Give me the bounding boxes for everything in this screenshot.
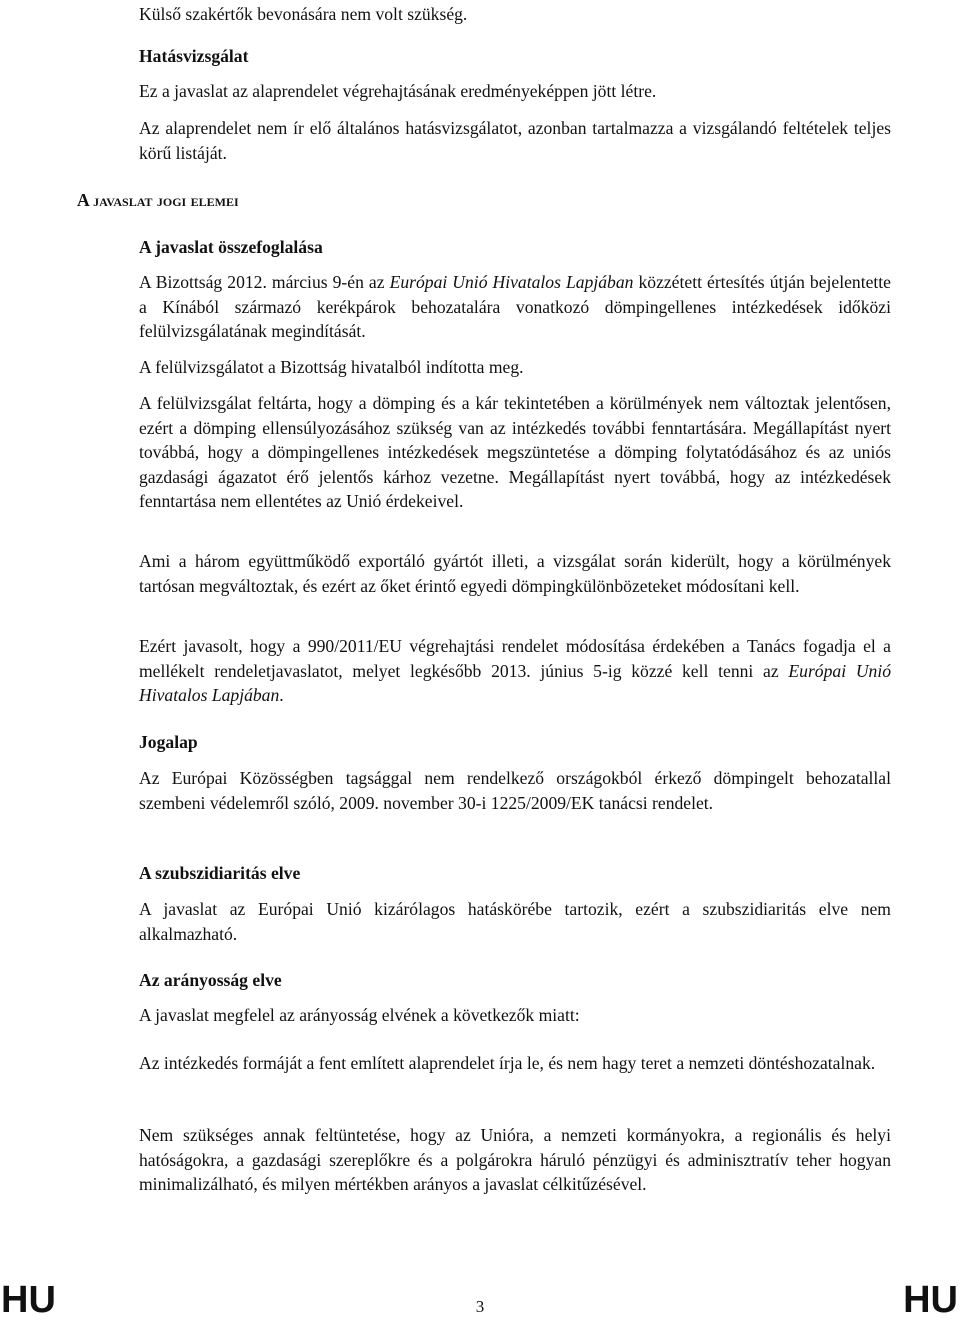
proportionality-text-3: Nem szükséges annak feltüntetése, hogy az Unióra, a nemzeti kormányokra, a regionális és helyi hatóságokra, a gazdasági szereplőkre és a polgárokra háruló pénzügyi és adminisztratív teher hogyan minimalizálható, és milyen mértékben arányos a javaslat célkitűzésével.	[139, 1125, 891, 1194]
legal-basis-text: Az Európai Közösségben tagsággal nem rendelkező országokból érkező dömpingelt behozatallal szembeni védelemről szóló, 2009. november 30-i 1225/2009/EK tanácsi rendelet.	[139, 768, 891, 813]
review-findings-text: A felülvizsgálat feltárta, hogy a dömping és a kár tekintetében a körülmények nem változtak jelentősen, ezért a dömping ellensúlyozásához szükség van az intézkedés további fenntartására. Megállapítást nyert továbbá, hogy a dömpingellenes intézkedések megszüntetése a dömping folytatódásához és az uniós gazdasági ágazatot érő jelentős kárhoz vezetne. Megállapítást nyert továbbá, hogy az intézkedések fenntartása nem ellentétes az Unió érdekeivel.	[139, 393, 891, 511]
impact-assessment-text-2: Az alaprendelet nem ír elő általános hatásvizsgálatot, azonban tartalmazza a vizsgálandó feltételek teljes körű listáját.	[139, 118, 891, 163]
proportionality-text-1: A javaslat megfelel az arányosság elvének a következők miatt:	[139, 1005, 580, 1025]
external-experts-text: Külső szakértők bevonására nem volt szükség.	[139, 4, 468, 24]
official-journal-ref-1: Európai Unió Hivatalos Lapjában	[389, 272, 634, 292]
ex-officio-text: A felülvizsgálatot a Bizottság hivatalból indította meg.	[139, 357, 524, 377]
summary-text	[139, 270, 891, 344]
proportionality-text-2: Az intézkedés formáját a fent említett alaprendelet írja le, és nem hagy teret a nemzeti döntéshozatalnak.	[139, 1053, 876, 1073]
proposal-text	[139, 634, 891, 708]
summary-text-b: közzétett értesítés útján bejelentette a Kínából származó kerékpárok behozatalára vonatkozó dömpingellenes intézkedések időközi felülvizsgálatának megindítását.	[139, 272, 891, 341]
proposal-text-b: .	[279, 685, 284, 705]
summary-text-a: A Bizottság 2012. március 9-én az	[139, 272, 390, 292]
impact-assessment-heading: Hatásvizsgálat	[139, 46, 249, 66]
impact-assessment-text-1: Ez a javaslat az alaprendelet végrehajtásának eredményeképpen jött létre.	[139, 81, 657, 101]
legal-basis-heading: Jogalap	[139, 732, 198, 752]
exporters-text: Ami a három együttműködő exportáló gyártót illeti, a vizsgálat során kiderült, hogy a körülmények tartósan megváltoztak, és ezért az őket érintő egyedi dömpingkülönbözeteket módosítani kell.	[139, 551, 891, 596]
footer-language-left: HU	[1, 1279, 56, 1321]
legal-elements-heading: A javaslat jogi elemei	[77, 190, 239, 210]
subsidiarity-text: A javaslat az Európai Unió kizárólagos hatáskörébe tartozik, ezért a szubszidiaritás elve nem alkalmazható.	[139, 899, 891, 944]
proportionality-heading: Az arányosság elve	[139, 970, 282, 990]
official-journal-ref-2: Európai Unió Hivatalos Lapjában	[139, 660, 892, 705]
subsidiarity-heading: A szubszidiaritás elve	[139, 863, 301, 883]
footer-language-right: HU	[903, 1279, 958, 1321]
proposal-text-a: Ezért javasolt, hogy a 990/2011/EU végrehajtási rendelet módosítása érdekében a Tanács fogadja el a mellékelt rendeletjavaslatot, melyet legkésőbb 2013. június 5-ig közzé kell tenni az	[139, 636, 891, 681]
page-number: 3	[475, 1297, 485, 1316]
summary-heading: A javaslat összefoglalása	[139, 237, 323, 257]
